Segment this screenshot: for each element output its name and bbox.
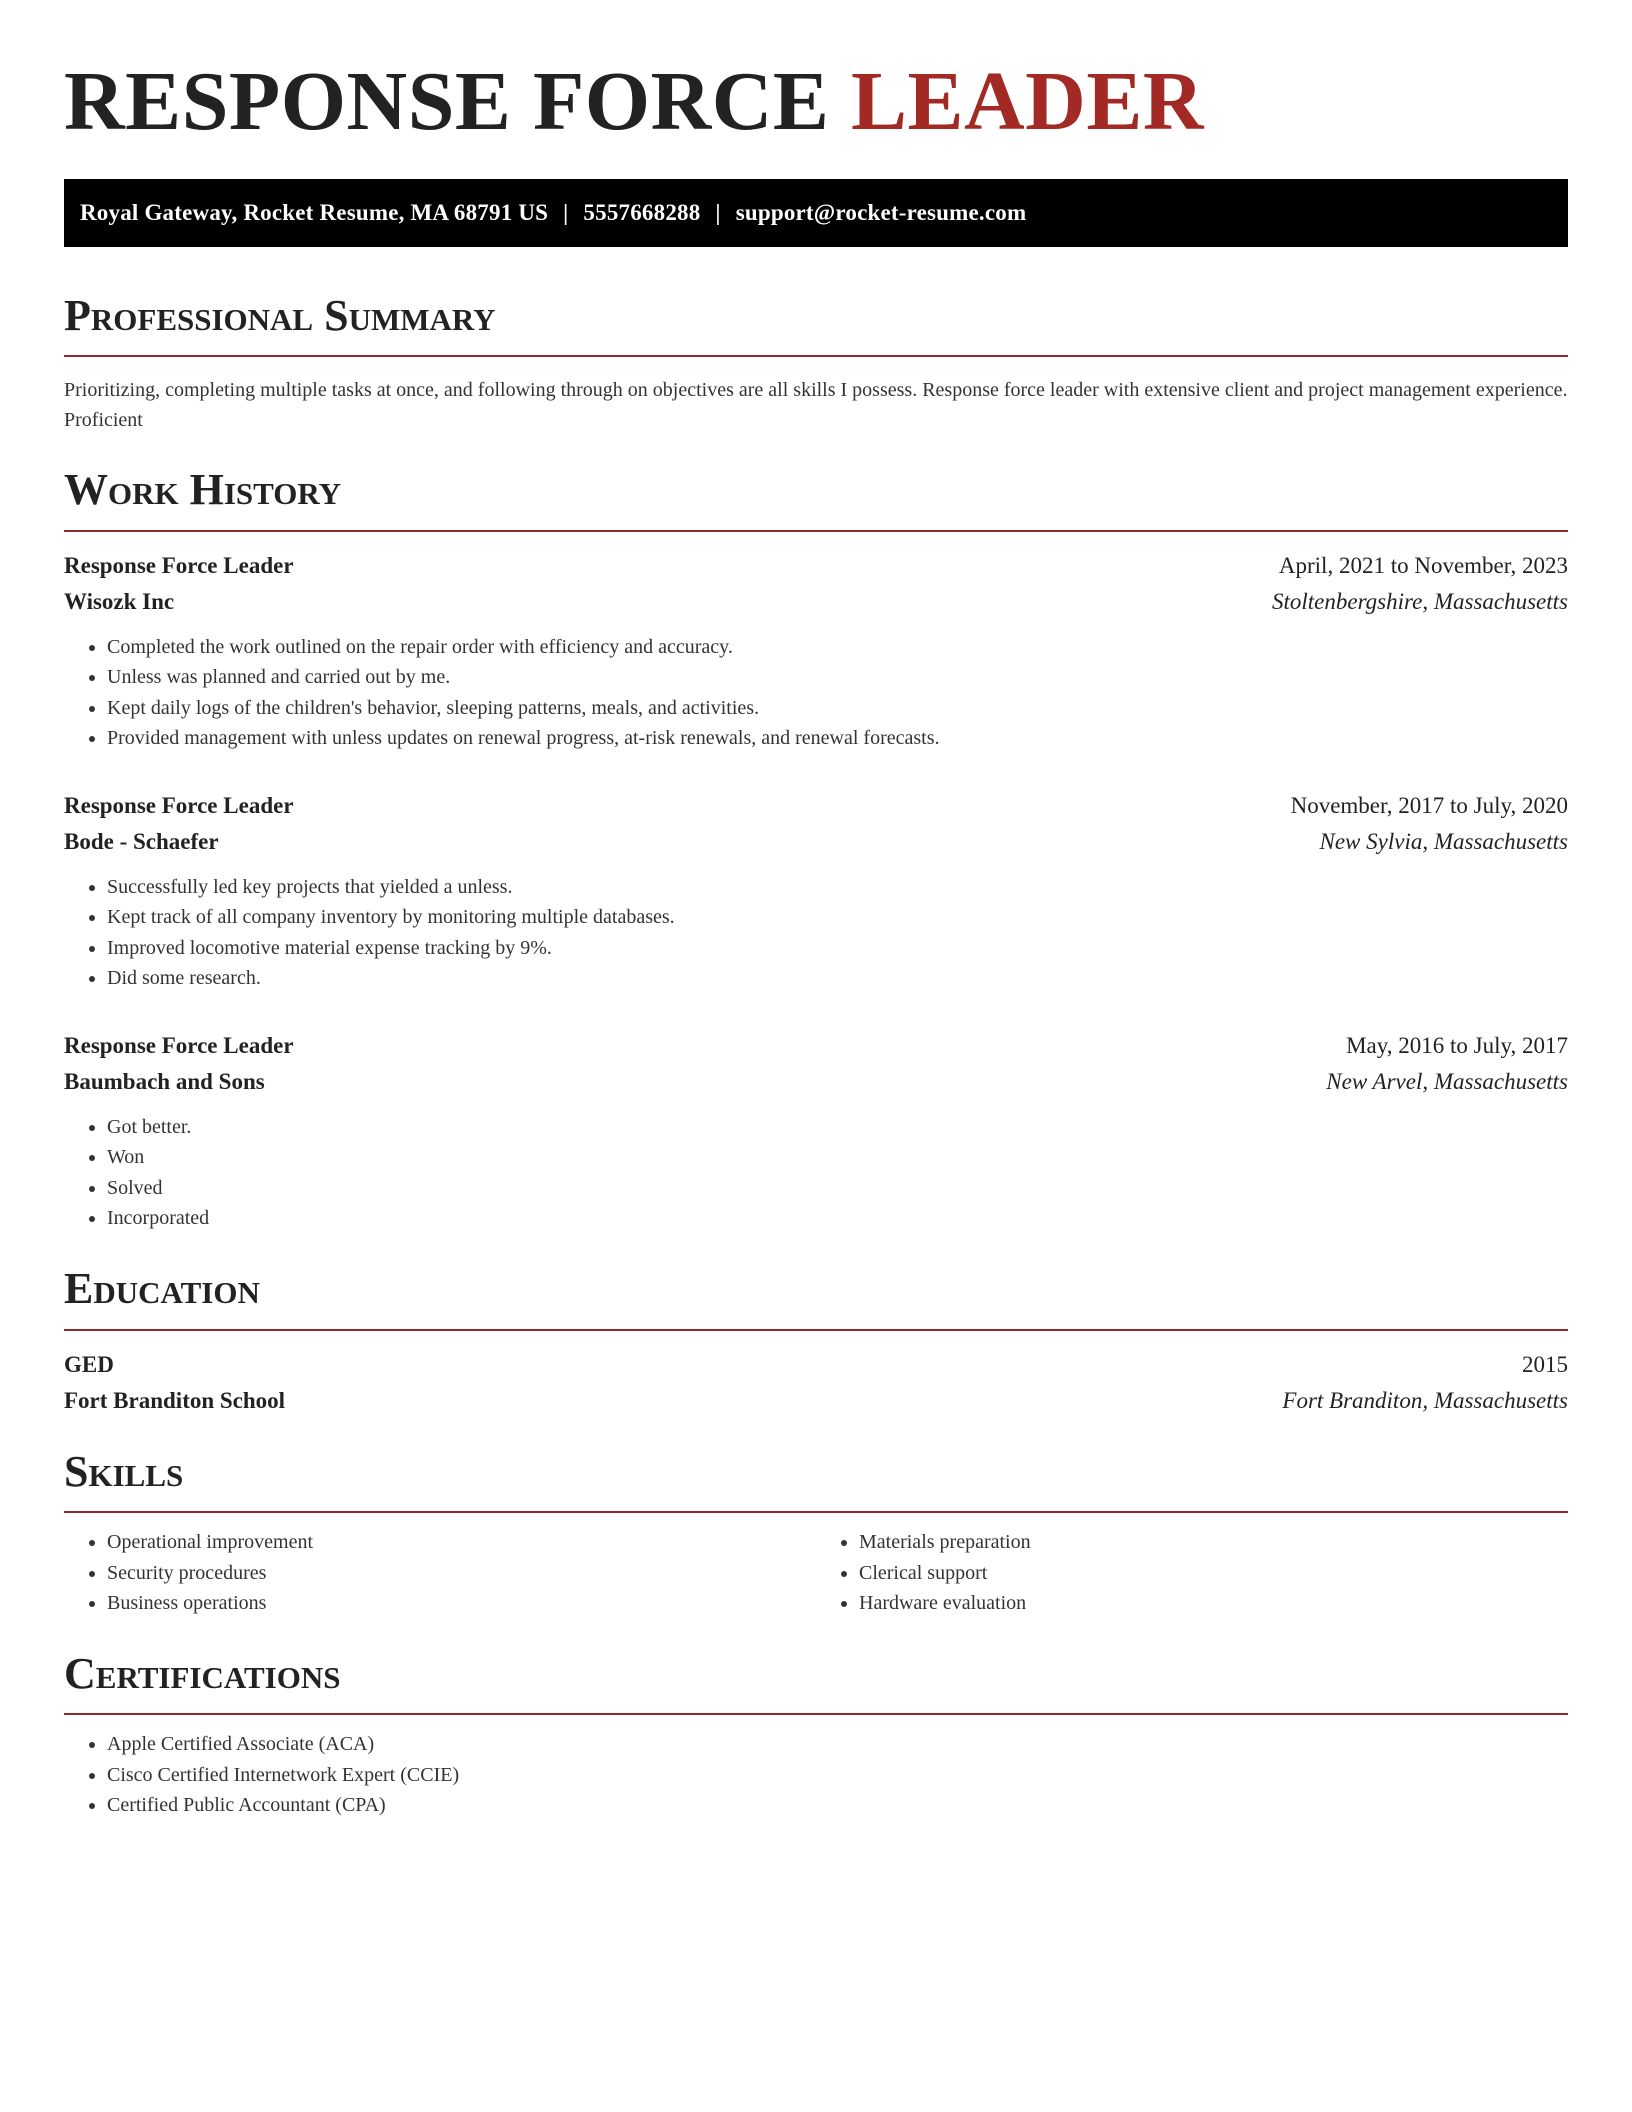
job-bullets bbox=[64, 872, 1568, 994]
skills-columns bbox=[64, 1513, 1568, 1619]
contact-separator: | bbox=[715, 199, 721, 225]
list-item: • Provided management with unless updates on renewal progress, at-risk renewals, and renewal forecasts. bbox=[107, 723, 1568, 754]
list-item: • Solved bbox=[107, 1173, 1568, 1204]
list-item: • Did some research. bbox=[107, 963, 1568, 994]
skill-item: • Operational improvement bbox=[107, 1527, 816, 1558]
certifications-list bbox=[64, 1729, 1568, 1821]
section-divider bbox=[64, 530, 1568, 532]
job-company: Wisozk Inc bbox=[64, 588, 175, 614]
education-year: 2015 bbox=[1522, 1351, 1568, 1377]
skill-item: • Materials preparation bbox=[859, 1527, 1568, 1558]
list-item: • Kept daily logs of the children's behavior, sleeping patterns, meals, and activities. bbox=[107, 693, 1568, 724]
list-item: • Won bbox=[107, 1142, 1568, 1173]
list-item: • Improved locomotive material expense tracking by 9%. bbox=[107, 933, 1568, 964]
job-dates: April, 2021 to November, 2023 bbox=[1278, 552, 1568, 578]
certification-item: • Apple Certified Associate (ACA) bbox=[107, 1729, 1568, 1760]
job-location: New Sylvia, Massachusetts bbox=[1319, 828, 1568, 854]
job-title: Response Force Leader bbox=[64, 792, 294, 818]
contact-separator: | bbox=[563, 199, 569, 225]
job-company: Baumbach and Sons bbox=[64, 1068, 265, 1094]
summary-text: Prioritizing, completing multiple tasks at once, and following through on objectives are all skills I possess. Response force leader with extensive client and project management experience. Proficient bbox=[64, 379, 1568, 432]
list-item: • Got better. bbox=[107, 1112, 1568, 1143]
certifications-section bbox=[64, 1649, 1568, 1821]
section-divider bbox=[64, 1329, 1568, 1331]
certification-item: • Certified Public Accountant (CPA) bbox=[107, 1790, 1568, 1821]
section-title: Professional Summary bbox=[64, 290, 496, 340]
education-section bbox=[64, 1264, 1568, 1417]
job-company: Bode - Schaefer bbox=[64, 828, 219, 854]
name-accent: LEADER bbox=[850, 55, 1205, 148]
job-bullets bbox=[64, 632, 1568, 754]
section-divider bbox=[64, 1713, 1568, 1715]
contact-address: Royal Gateway, Rocket Resume, MA 68791 US bbox=[80, 199, 549, 225]
job-location: New Arvel, Massachusetts bbox=[1326, 1068, 1568, 1094]
contact-phone: 5557668288 bbox=[583, 199, 701, 225]
skill-item: • Security procedures bbox=[107, 1558, 816, 1589]
list-item: • Unless was planned and carried out by me. bbox=[107, 662, 1568, 693]
education-school: Fort Branditon School bbox=[64, 1387, 286, 1413]
list-item: • Kept track of all company inventory by monitoring multiple databases. bbox=[107, 902, 1568, 933]
skill-item: • Hardware evaluation bbox=[859, 1588, 1568, 1619]
education-degree: GED bbox=[64, 1351, 114, 1377]
job-location: Stoltenbergshire, Massachusetts bbox=[1272, 588, 1568, 614]
professional-summary-section bbox=[64, 291, 1568, 436]
candidate-name bbox=[64, 52, 1568, 153]
contact-bar bbox=[64, 179, 1568, 247]
job-entry bbox=[64, 1030, 1568, 1234]
list-item: • Successfully led key projects that yielded a unless. bbox=[107, 872, 1568, 903]
education-location: Fort Branditon, Massachusetts bbox=[1282, 1387, 1568, 1413]
contact-email: support@rocket-resume.com bbox=[735, 199, 1027, 225]
job-entry bbox=[64, 550, 1568, 754]
certification-item: • Cisco Certified Internetwork Expert (CCIE) bbox=[107, 1760, 1568, 1791]
job-bullets bbox=[64, 1112, 1568, 1234]
job-dates: May, 2016 to July, 2017 bbox=[1346, 1032, 1568, 1058]
list-item: • Completed the work outlined on the repair order with efficiency and accuracy. bbox=[107, 632, 1568, 663]
section-divider bbox=[64, 355, 1568, 357]
job-title: Response Force Leader bbox=[64, 552, 294, 578]
work-history-section bbox=[64, 465, 1568, 1234]
list-item: • Incorporated bbox=[107, 1203, 1568, 1234]
section-title: Work History bbox=[64, 465, 342, 515]
section-title: Certifications bbox=[64, 1648, 341, 1698]
skill-item: • Clerical support bbox=[859, 1558, 1568, 1589]
education-entry bbox=[64, 1349, 1568, 1417]
skills-list-right bbox=[816, 1527, 1568, 1619]
section-title: Education bbox=[64, 1263, 260, 1313]
skills-section bbox=[64, 1447, 1568, 1619]
job-entry bbox=[64, 790, 1568, 994]
name-primary: RESPONSE FORCE bbox=[64, 55, 830, 148]
job-title: Response Force Leader bbox=[64, 1032, 294, 1058]
job-dates: November, 2017 to July, 2020 bbox=[1290, 792, 1568, 818]
skills-list-left bbox=[64, 1527, 816, 1619]
skill-item: • Business operations bbox=[107, 1588, 816, 1619]
section-title: Skills bbox=[64, 1446, 184, 1496]
